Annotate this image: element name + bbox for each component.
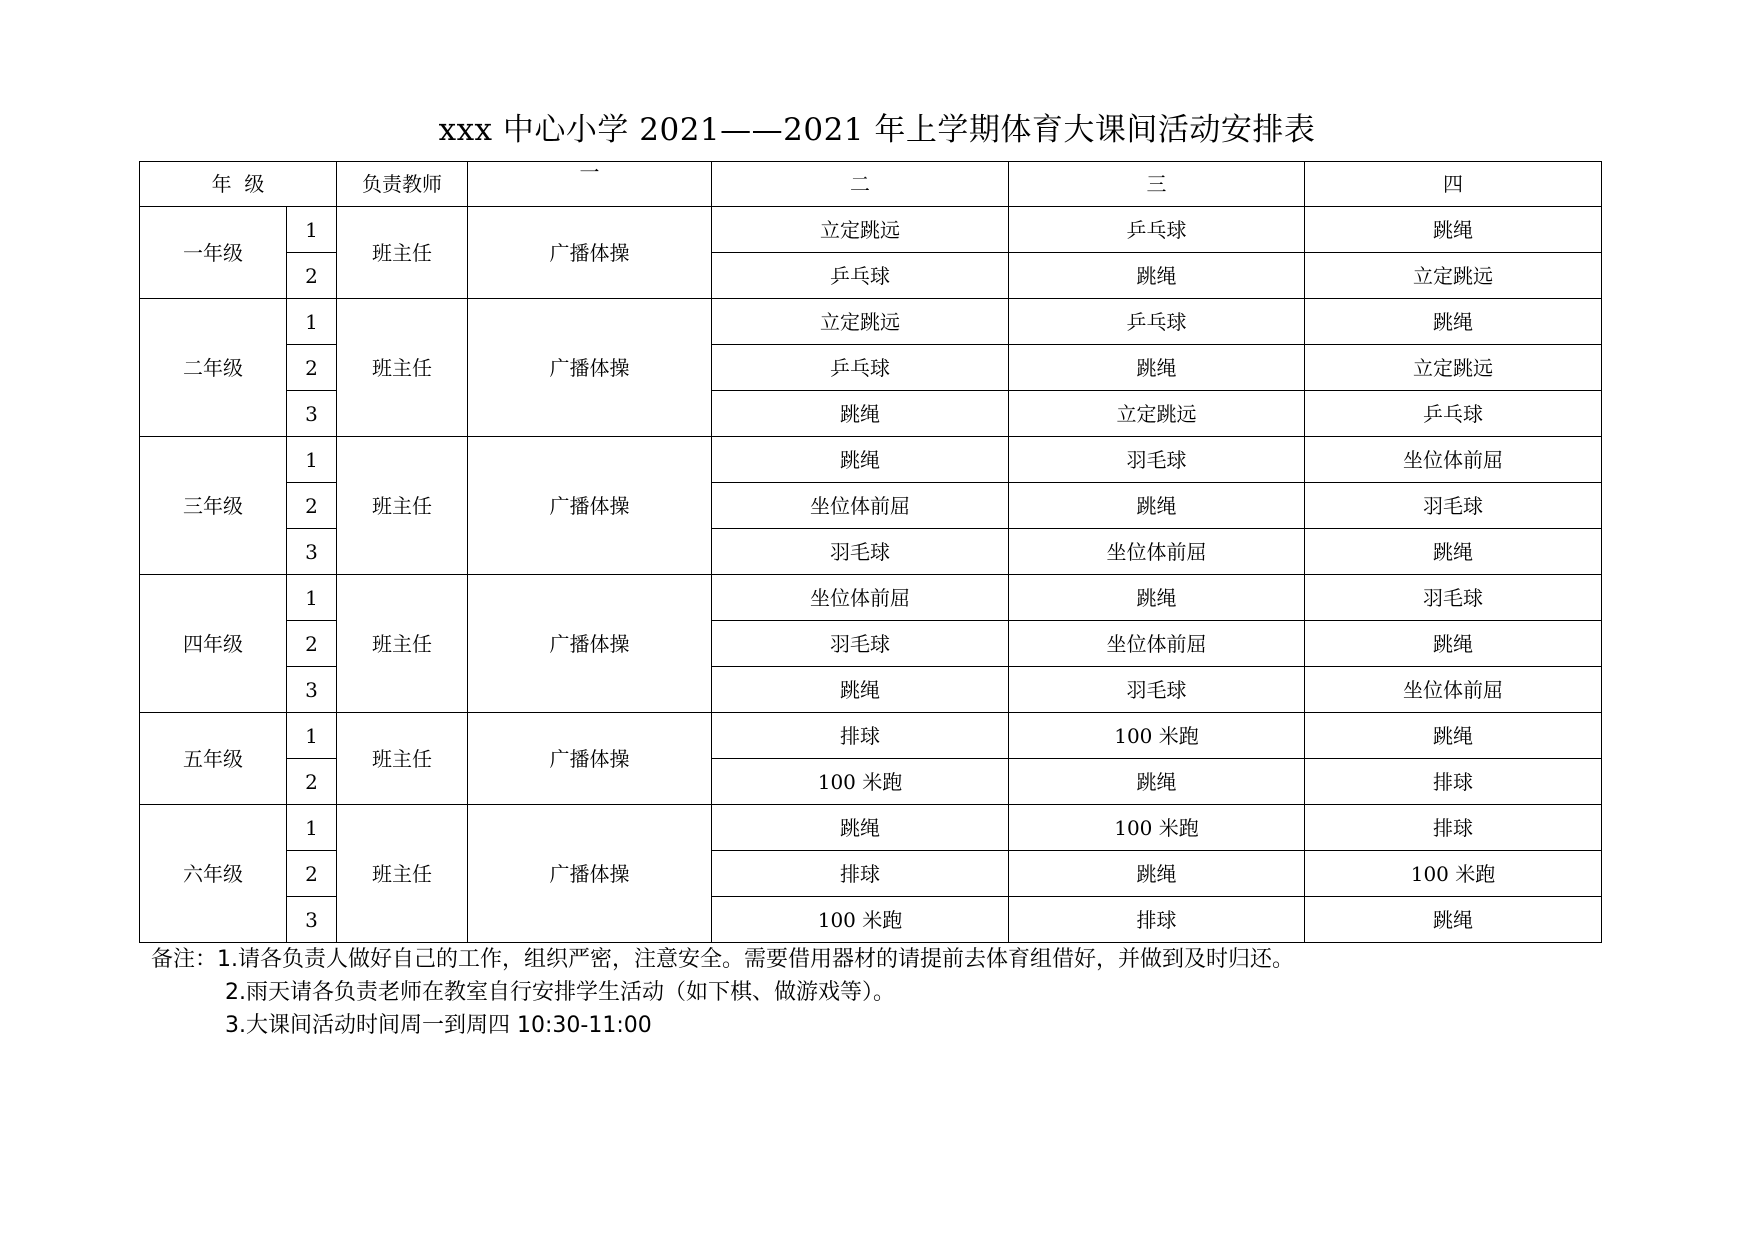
day-3-activity: 排球 (1009, 897, 1305, 943)
class-number: 2 (287, 759, 337, 805)
day-2-activity: 坐位体前屈 (712, 575, 1009, 621)
day-4-activity: 坐位体前屈 (1305, 437, 1602, 483)
note-item: 3.大课间活动时间周一到周四 10:30-11:00 (225, 1013, 652, 1038)
day-2-activity: 立定跳远 (712, 299, 1009, 345)
header-day-4: 四 (1305, 162, 1602, 207)
day-4-activity: 乒乓球 (1305, 391, 1602, 437)
class-number: 2 (287, 253, 337, 299)
grade-name: 五年级 (140, 713, 287, 805)
table-row (140, 805, 1602, 851)
note-line-3 (151, 1009, 1294, 1042)
day-4-activity: 跳绳 (1305, 713, 1602, 759)
day-3-activity: 坐位体前屈 (1009, 621, 1305, 667)
class-number: 1 (287, 437, 337, 483)
day-4-activity: 羽毛球 (1305, 483, 1602, 529)
day-2-activity: 乒乓球 (712, 345, 1009, 391)
table-row (140, 299, 1602, 345)
responsible-teacher: 班主任 (337, 437, 468, 575)
class-number: 2 (287, 345, 337, 391)
table-row (140, 575, 1602, 621)
day-4-activity: 羽毛球 (1305, 575, 1602, 621)
note-line-1 (151, 943, 1294, 976)
header-teacher: 负责教师 (337, 162, 468, 207)
header-day-3: 三 (1009, 162, 1305, 207)
table-row (140, 713, 1602, 759)
note-line-2 (151, 976, 1294, 1009)
class-number: 1 (287, 805, 337, 851)
header-row (140, 162, 1602, 207)
day-3-activity: 跳绳 (1009, 253, 1305, 299)
grade-name: 六年级 (140, 805, 287, 943)
grade-name: 一年级 (140, 207, 287, 299)
day-3-activity: 羽毛球 (1009, 437, 1305, 483)
responsible-teacher: 班主任 (337, 713, 468, 805)
day-3-activity: 跳绳 (1009, 575, 1305, 621)
class-number: 3 (287, 529, 337, 575)
day-1-activity: 广播体操 (468, 437, 712, 575)
day-4-activity: 立定跳远 (1305, 345, 1602, 391)
day-3-activity: 乒乓球 (1009, 207, 1305, 253)
class-number: 3 (287, 667, 337, 713)
day-4-activity: 排球 (1305, 805, 1602, 851)
class-number: 3 (287, 391, 337, 437)
day-3-activity: 跳绳 (1009, 851, 1305, 897)
day-3-activity: 乒乓球 (1009, 299, 1305, 345)
day-4-activity: 跳绳 (1305, 299, 1602, 345)
class-number: 2 (287, 483, 337, 529)
day-4-activity: 100 米跑 (1305, 851, 1602, 897)
header-grade: 年 级 (140, 162, 337, 207)
day-2-activity: 坐位体前屈 (712, 483, 1009, 529)
class-number: 1 (287, 575, 337, 621)
day-2-activity: 羽毛球 (712, 529, 1009, 575)
responsible-teacher: 班主任 (337, 805, 468, 943)
table-row (140, 437, 1602, 483)
day-4-activity: 跳绳 (1305, 529, 1602, 575)
day-3-activity: 100 米跑 (1009, 713, 1305, 759)
day-4-activity: 跳绳 (1305, 207, 1602, 253)
day-4-activity: 排球 (1305, 759, 1602, 805)
schedule-table (139, 161, 1602, 943)
class-number: 3 (287, 897, 337, 943)
note-item: 1.请各负责人做好自己的工作，组织严密，注意安全。需要借用器材的请提前去体育组借好，并做到及时归还。 (217, 947, 1295, 972)
class-number: 1 (287, 713, 337, 759)
day-3-activity: 立定跳远 (1009, 391, 1305, 437)
day-2-activity: 排球 (712, 713, 1009, 759)
day-1-activity: 广播体操 (468, 575, 712, 713)
day-1-activity: 广播体操 (468, 207, 712, 299)
responsible-teacher: 班主任 (337, 575, 468, 713)
day-2-activity: 排球 (712, 851, 1009, 897)
day-3-activity: 100 米跑 (1009, 805, 1305, 851)
responsible-teacher: 班主任 (337, 207, 468, 299)
day-2-activity: 立定跳远 (712, 207, 1009, 253)
day-2-activity: 跳绳 (712, 437, 1009, 483)
grade-name: 四年级 (140, 575, 287, 713)
day-1-activity: 广播体操 (468, 805, 712, 943)
notes (151, 943, 1294, 1042)
day-3-activity: 羽毛球 (1009, 667, 1305, 713)
day-3-activity: 坐位体前屈 (1009, 529, 1305, 575)
table-row (140, 207, 1602, 253)
day-4-activity: 立定跳远 (1305, 253, 1602, 299)
day-3-activity: 跳绳 (1009, 759, 1305, 805)
class-number: 1 (287, 299, 337, 345)
header-day-1: 一 (468, 162, 712, 207)
notes-label: 备注： (151, 947, 218, 972)
day-3-activity: 跳绳 (1009, 345, 1305, 391)
class-number: 1 (287, 207, 337, 253)
grade-name: 三年级 (140, 437, 287, 575)
note-item: 2.雨天请各负责老师在教室自行安排学生活动（如下棋、做游戏等）。 (225, 980, 895, 1005)
day-1-activity: 广播体操 (468, 713, 712, 805)
grade-name: 二年级 (140, 299, 287, 437)
day-2-activity: 乒乓球 (712, 253, 1009, 299)
day-2-activity: 跳绳 (712, 391, 1009, 437)
day-4-activity: 坐位体前屈 (1305, 667, 1602, 713)
day-2-activity: 跳绳 (712, 805, 1009, 851)
day-4-activity: 跳绳 (1305, 621, 1602, 667)
day-3-activity: 跳绳 (1009, 483, 1305, 529)
responsible-teacher: 班主任 (337, 299, 468, 437)
header-day-2: 二 (712, 162, 1009, 207)
page-title: xxx 中心小学 2021——2021 年上学期体育大课间活动安排表 (438, 112, 1316, 148)
class-number: 2 (287, 851, 337, 897)
day-1-activity: 广播体操 (468, 299, 712, 437)
day-2-activity: 羽毛球 (712, 621, 1009, 667)
day-4-activity: 跳绳 (1305, 897, 1602, 943)
day-2-activity: 100 米跑 (712, 759, 1009, 805)
class-number: 2 (287, 621, 337, 667)
day-2-activity: 100 米跑 (712, 897, 1009, 943)
day-2-activity: 跳绳 (712, 667, 1009, 713)
